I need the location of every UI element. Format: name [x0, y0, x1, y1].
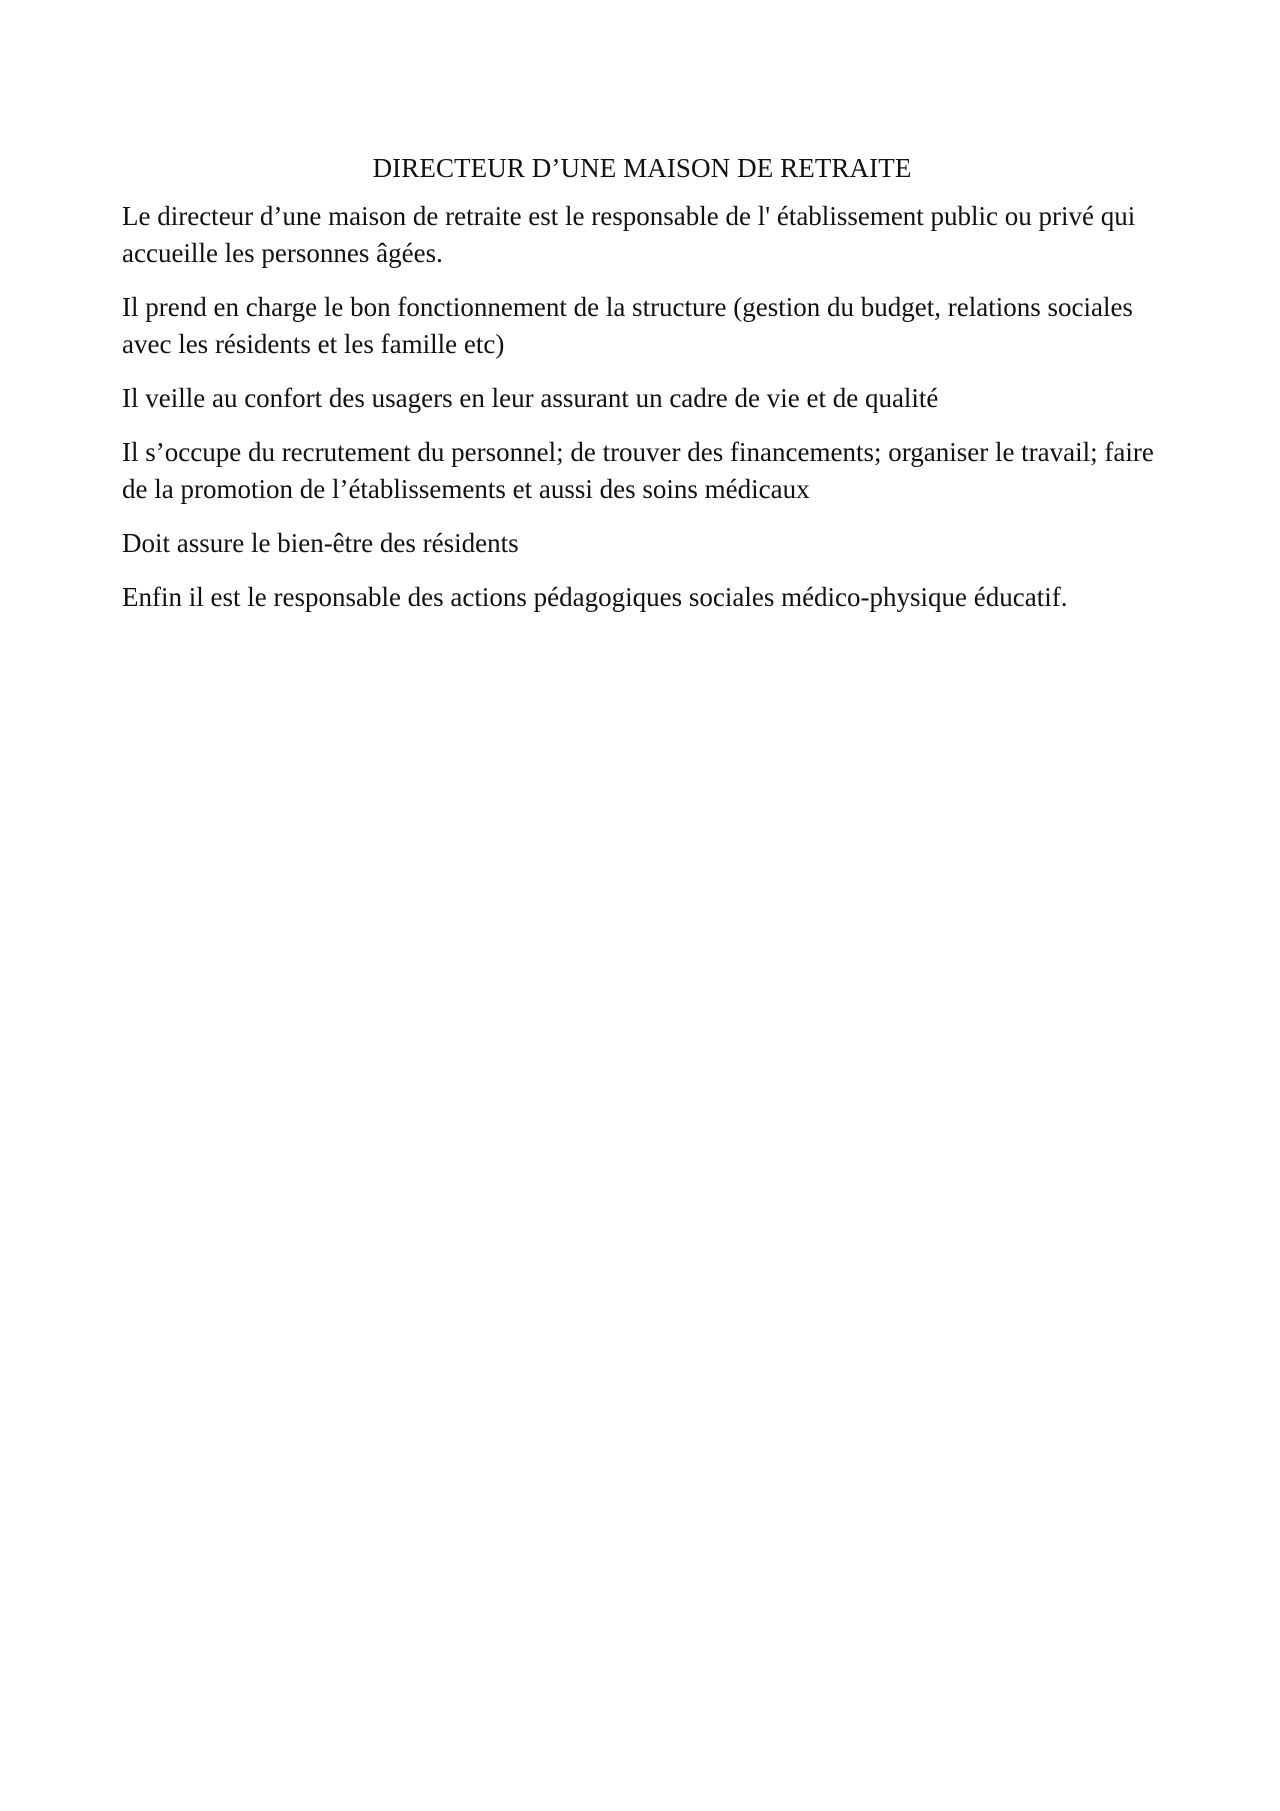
paragraph-1: Le directeur d’une maison de retraite est le responsable de l' établissement public ou privé qui accueille les personnes âgées.	[122, 201, 1136, 268]
paragraph-6: Enfin il est le responsable des actions pédagogiques sociales médico-physique éducatif.	[122, 582, 1068, 612]
paragraph-2: Il prend en charge le bon fonctionnement de la structure (gestion du budget, relations sociales avec les résidents et les famille etc)	[122, 292, 1133, 359]
paragraph-3: Il veille au confort des usagers en leur assurant un cadre de vie et de qualité	[122, 383, 939, 413]
paragraph-5: Doit assure le bien-être des résidents	[122, 528, 519, 558]
document-title: DIRECTEUR D’UNE MAISON DE RETRAITE	[372, 153, 912, 183]
paragraph-4: Il s’occupe du recrutement du personnel; de trouver des financements; organiser le travail; faire de la promotion de l’établissements et aussi des soins médicaux	[122, 437, 1154, 504]
document-content	[122, 150, 1162, 633]
